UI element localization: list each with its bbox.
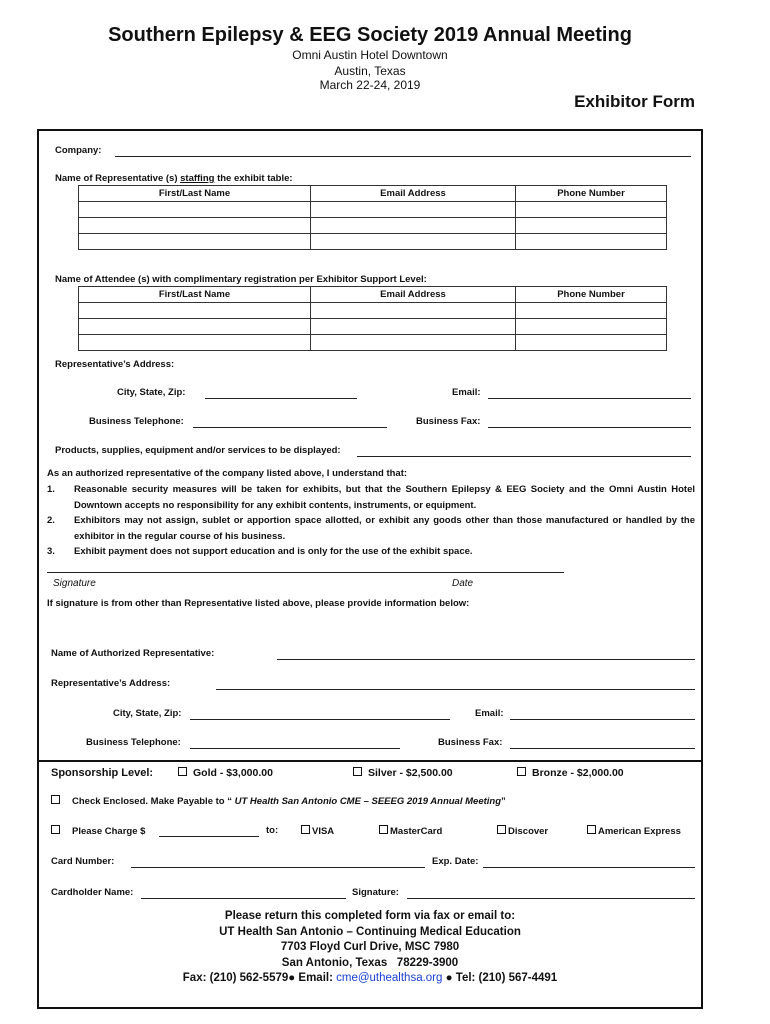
date-caption: Date <box>452 578 474 589</box>
table-cell[interactable] <box>311 218 516 234</box>
terms-text: Exhibit payment does not support education and is only for the use of the exhibit space. <box>74 546 473 557</box>
authorized-fax-field[interactable] <box>510 748 695 749</box>
authorized-telephone-field[interactable] <box>190 748 400 749</box>
checkbox-icon[interactable] <box>587 825 596 834</box>
terms-text: Exhibitors may not assign, sublet or apportion space allotted, or exhibit any goods other than those manufactured or handled by the <box>74 515 695 526</box>
check-text: ” <box>501 796 506 807</box>
table-cell[interactable] <box>311 202 516 218</box>
charge-label: Please Charge $ <box>72 826 146 837</box>
column-header: Email Address <box>311 186 516 202</box>
footer-address: 7703 Floyd Curl Drive, MSC 7980 <box>280 941 460 953</box>
table-row <box>79 218 667 234</box>
signature-field[interactable] <box>47 572 564 573</box>
checkbox-icon[interactable] <box>353 767 362 776</box>
charge-amount-field[interactable] <box>159 836 259 837</box>
option-label: Bronze - $2,000.00 <box>532 767 624 779</box>
terms-number: 1. <box>47 484 55 495</box>
business-fax-label: Business Fax: <box>416 416 481 427</box>
column-header: Phone Number <box>516 186 667 202</box>
option-label: VISA <box>312 826 335 837</box>
cardholder-field[interactable] <box>141 898 346 899</box>
table-row <box>79 335 667 351</box>
table-cell[interactable] <box>311 303 516 319</box>
terms-item-1 <box>47 482 695 513</box>
table-cell[interactable] <box>311 234 516 250</box>
option-label: Silver - $2,500.00 <box>368 767 453 779</box>
city-state-zip-label: City, State, Zip: <box>117 387 186 398</box>
option-label: Discover <box>508 826 549 837</box>
rep-address-label: Representative’s Address: <box>55 359 175 370</box>
table-cell[interactable] <box>79 303 311 319</box>
table-cell[interactable] <box>516 234 667 250</box>
cardholder-label: Cardholder Name: <box>51 887 134 898</box>
reps-table <box>78 185 667 250</box>
checkbox-icon[interactable] <box>51 795 60 804</box>
table-cell[interactable] <box>311 335 516 351</box>
sponsorship-label: Sponsorship Level: <box>51 767 154 779</box>
authorized-city-label: City, State, Zip: <box>113 708 182 719</box>
tel-text: Tel: (210) 567-4491 <box>452 972 558 984</box>
terms-item-2 <box>47 513 695 544</box>
card-signature-field[interactable] <box>407 898 695 899</box>
terms-text: exhibitor in the regular course of his business. <box>74 530 286 542</box>
option-label: Gold - $3,000.00 <box>193 767 273 779</box>
signature-note: If signature is from other than Representative listed above, please provide information below: <box>47 598 470 609</box>
terms-text: Reasonable security measures will be taken for exhibits, but that the Southern Epilepsy & EEG Society and the Omni Austin Hotel <box>74 484 695 495</box>
reps-heading: Name of Representative (s) staffing the exhibit table: <box>55 173 293 184</box>
table-cell[interactable] <box>311 319 516 335</box>
table-row <box>79 303 667 319</box>
gold-option[interactable] <box>178 767 273 779</box>
section-divider <box>37 760 703 762</box>
column-header: First/Last Name <box>79 186 311 202</box>
bullet-icon: ● <box>288 972 296 984</box>
checkbox-icon[interactable] <box>379 825 388 834</box>
table-row <box>79 234 667 250</box>
authorized-email-field[interactable] <box>510 719 695 720</box>
terms-intro: As an authorized representative of the company listed above, I understand that: <box>47 468 408 479</box>
exp-date-field[interactable] <box>483 867 695 868</box>
email-link[interactable]: cme@uthealthsa.org <box>336 972 443 984</box>
terms-text: Downtown accepts no responsibility for any exhibit contents, instruments, or equipment. <box>74 499 477 511</box>
company-label: Company: <box>55 145 102 156</box>
city-state-zip-field[interactable] <box>205 398 357 399</box>
email-field[interactable] <box>488 398 691 399</box>
footer-city: San Antonio, Texas 78229-3900 <box>281 957 459 969</box>
check-text: Check Enclosed. Make Payable to “ <box>72 796 232 807</box>
table-header-row <box>79 186 667 202</box>
form-title: Exhibitor Form <box>574 92 695 111</box>
table-cell[interactable] <box>516 303 667 319</box>
footer-line-2: UT Health San Antonio – Continuing Medical Education <box>219 926 521 938</box>
payee-text: UT Health San Antonio CME – SEEEG 2019 Annual Meeting <box>231 796 502 807</box>
charge-option[interactable] <box>51 825 145 837</box>
products-label: Products, supplies, equipment and/or services to be displayed: <box>55 445 341 456</box>
check-enclosed-option[interactable] <box>51 795 506 807</box>
table-header-row <box>79 287 667 303</box>
table-cell[interactable] <box>79 218 311 234</box>
city-text: Austin, Texas <box>334 64 406 78</box>
checkbox-icon[interactable] <box>301 825 310 834</box>
terms-number: 2. <box>47 515 55 526</box>
footer-contact <box>37 972 703 984</box>
dates-text: March 22-24, 2019 <box>319 78 421 92</box>
table-cell[interactable] <box>516 319 667 335</box>
signature-caption: Signature <box>53 578 96 589</box>
mastercard-option[interactable] <box>379 825 442 837</box>
form-border <box>37 129 703 1009</box>
card-number-label: Card Number: <box>51 856 115 867</box>
bullet-icon: ● <box>442 972 453 984</box>
venue-text: Omni Austin Hotel Downtown <box>292 48 448 62</box>
business-telephone-field[interactable] <box>193 427 387 428</box>
table-cell[interactable] <box>516 218 667 234</box>
discover-option[interactable] <box>497 825 548 837</box>
option-label: MasterCard <box>390 826 443 837</box>
option-label: American Express <box>598 826 681 837</box>
table-cell[interactable] <box>79 335 311 351</box>
attendees-table <box>78 286 667 351</box>
bronze-option[interactable] <box>517 767 624 779</box>
exp-date-label: Exp. Date: <box>432 856 479 867</box>
table-row <box>79 202 667 218</box>
authorized-fax-label: Business Fax: <box>438 737 503 748</box>
table-row <box>79 319 667 335</box>
footer-line-1: Please return this completed form via fax or email to: <box>224 910 516 922</box>
card-signature-label: Signature: <box>352 887 399 898</box>
page-title: Southern Epilepsy & EEG Society 2019 Annual Meeting <box>108 24 632 46</box>
business-fax-field[interactable] <box>488 427 691 428</box>
authorized-name-field[interactable] <box>277 659 695 660</box>
column-header: First/Last Name <box>79 287 311 303</box>
company-field[interactable] <box>115 156 691 157</box>
checkbox-icon[interactable] <box>51 825 60 834</box>
authorized-city-field[interactable] <box>190 719 450 720</box>
checkbox-icon[interactable] <box>517 767 526 776</box>
email-label: Email: <box>452 387 481 398</box>
to-label: to: <box>266 825 279 836</box>
checkbox-icon[interactable] <box>178 767 187 776</box>
card-number-field[interactable] <box>131 867 425 868</box>
silver-option[interactable] <box>353 767 453 779</box>
email-label-text: Email: <box>295 972 337 984</box>
column-header: Phone Number <box>516 287 667 303</box>
attendees-heading: Name of Attendee (s) with complimentary registration per Exhibitor Support Level: <box>55 274 427 285</box>
column-header: Email Address <box>311 287 516 303</box>
visa-option[interactable] <box>301 825 334 837</box>
authorized-address-label: Representative’s Address: <box>51 678 171 689</box>
table-cell[interactable] <box>79 234 311 250</box>
terms-item-3 <box>47 544 695 560</box>
products-field[interactable] <box>357 456 691 457</box>
authorized-address-field[interactable] <box>216 689 695 690</box>
amex-option[interactable] <box>587 825 681 837</box>
table-cell[interactable] <box>79 202 311 218</box>
authorized-email-label: Email: <box>475 708 504 719</box>
table-cell[interactable] <box>516 335 667 351</box>
terms-number: 3. <box>47 546 55 557</box>
authorized-telephone-label: Business Telephone: <box>86 737 181 748</box>
table-cell[interactable] <box>516 202 667 218</box>
fax-text: Fax: (210) 562-5579 <box>182 972 289 984</box>
table-cell[interactable] <box>79 319 311 335</box>
authorized-name-label: Name of Authorized Representative: <box>51 648 215 659</box>
checkbox-icon[interactable] <box>497 825 506 834</box>
business-telephone-label: Business Telephone: <box>89 416 184 427</box>
